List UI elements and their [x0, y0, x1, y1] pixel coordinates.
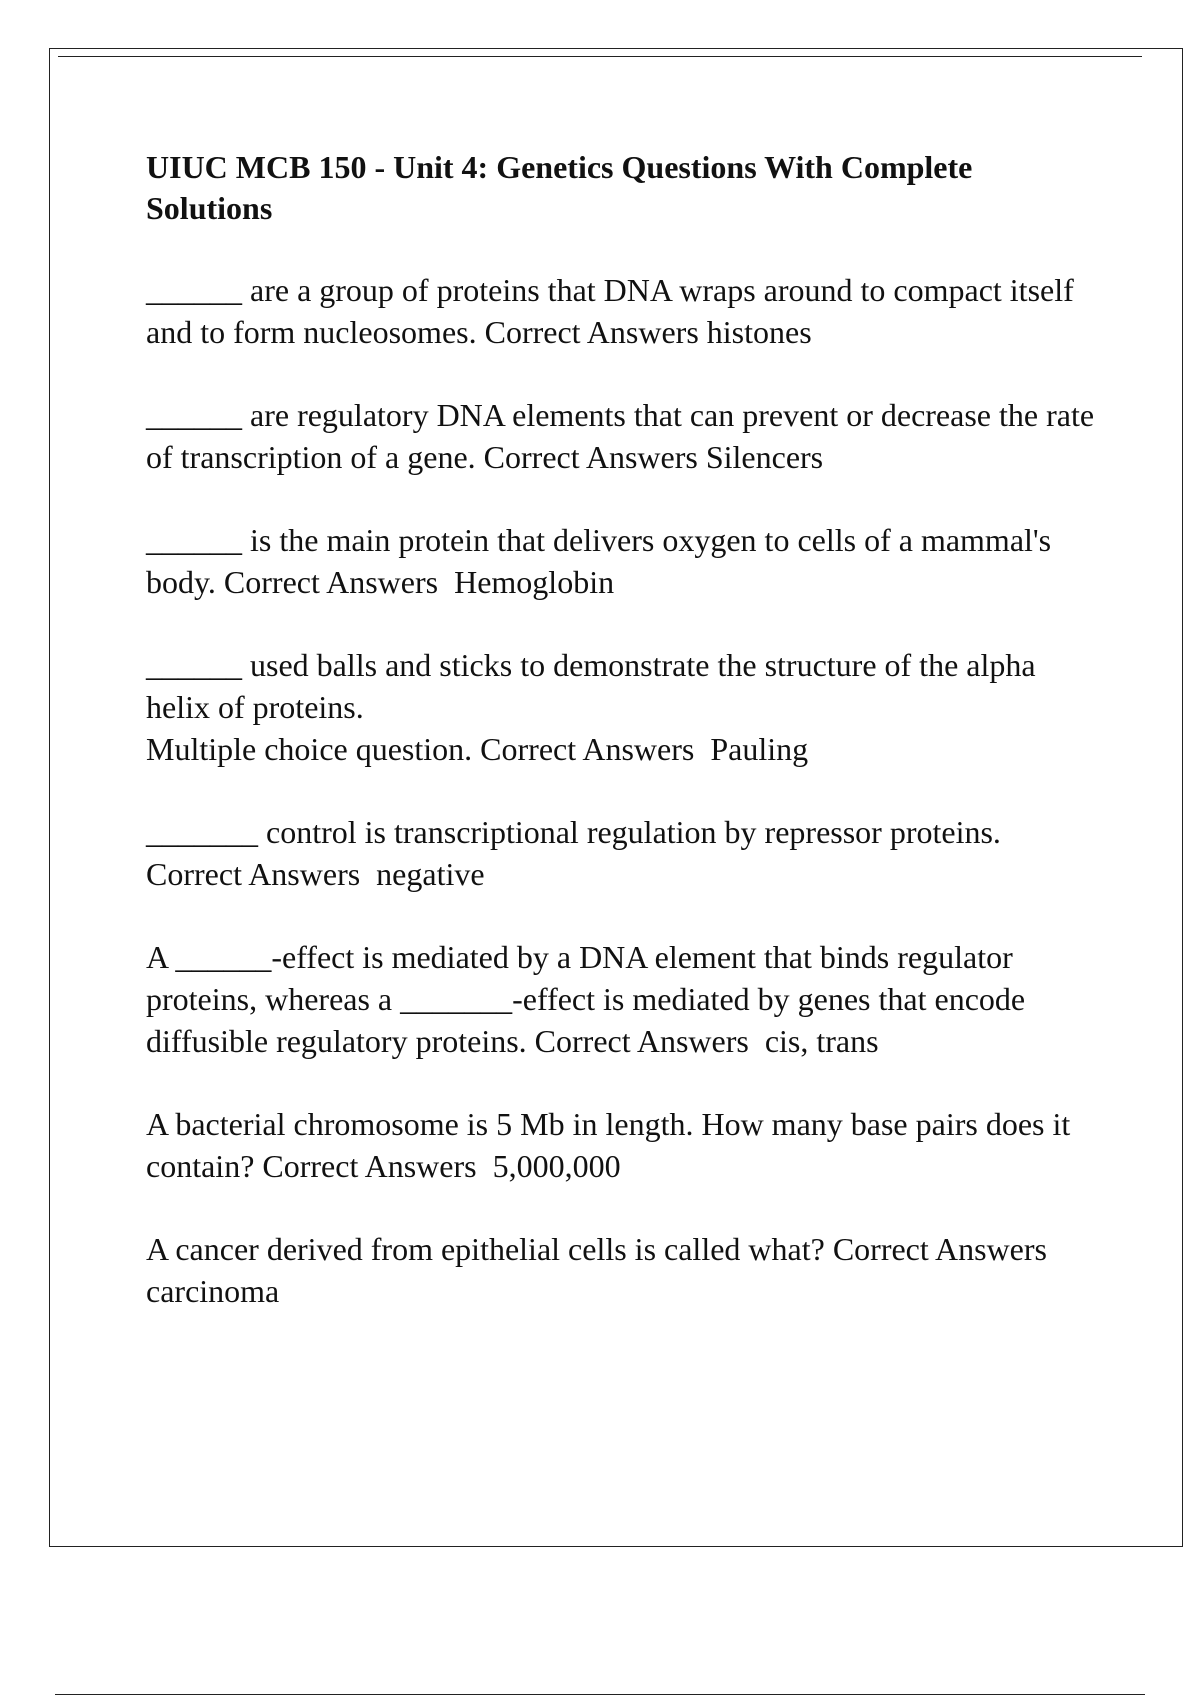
answer-text: carcinoma	[146, 1273, 280, 1309]
question-text: ______ are a group of proteins that DNA wraps around to compact itself and to form nucleosomes. Correct Answers	[146, 272, 1082, 350]
qa-item	[146, 936, 1096, 1062]
document-title: UIUC MCB 150 - Unit 4: Genetics Questions With Complete Solutions	[146, 149, 973, 226]
header-rule	[58, 56, 1142, 57]
question-text: ______ is the main protein that delivers oxygen to cells of a mammal's body. Correct Answers	[146, 522, 1060, 600]
qa-item	[146, 269, 1096, 353]
answer-text: 5,000,000	[492, 1148, 621, 1184]
qa-item	[146, 1103, 1096, 1187]
question-text: _______ control is transcriptional regulation by repressor proteins. Correct Answers	[146, 814, 1009, 892]
qa-item	[146, 1228, 1096, 1312]
qa-item	[146, 644, 1096, 770]
question-text-line2: Multiple choice question. Correct Answers	[146, 731, 695, 767]
answer-text: Pauling	[710, 731, 809, 767]
qa-item	[146, 394, 1103, 478]
answer-text: cis, trans	[764, 1023, 879, 1059]
qa-item	[146, 811, 1096, 895]
question-text: A cancer derived from epithelial cells is called what? Correct Answers	[146, 1231, 1047, 1267]
answer-text: Silencers	[705, 439, 824, 475]
document-body	[146, 147, 1103, 1353]
question-text: A ______-effect is mediated by a DNA element that binds regulator proteins, whereas a _______-effect is mediated by genes that encode diffusible regulatory proteins. Correct Answers	[146, 939, 1034, 1059]
answer-text: Hemoglobin	[454, 564, 615, 600]
answer-text: histones	[706, 314, 812, 350]
question-text: ______ are regulatory DNA elements that can prevent or decrease the rate of transcription of a gene. Correct Answers	[146, 397, 1103, 475]
question-text: A bacterial chromosome is 5 Mb in length. How many base pairs does it contain? Correct Answers	[146, 1106, 1079, 1184]
qa-item	[146, 519, 1096, 603]
answer-text: negative	[376, 856, 485, 892]
footer-rule	[55, 1694, 1145, 1695]
question-text: ______ used balls and sticks to demonstrate the structure of the alpha helix of proteins.	[146, 647, 1044, 725]
